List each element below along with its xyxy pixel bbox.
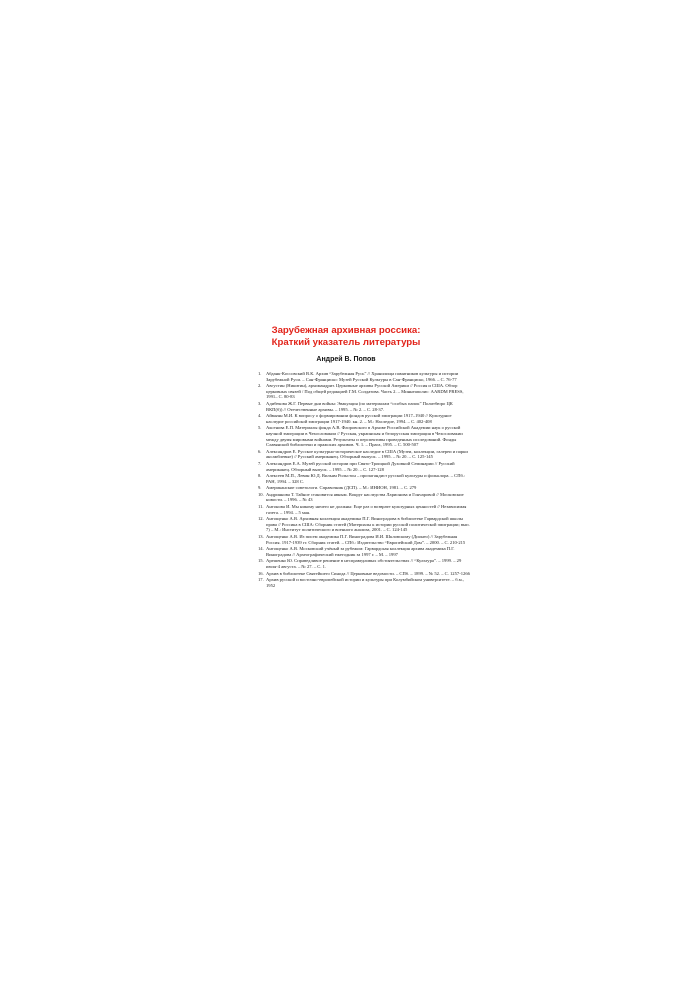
- entry-number: 9.: [258, 485, 262, 491]
- entry-number: 5.: [258, 425, 262, 431]
- bibliography-entry: [258, 504, 470, 515]
- entry-text: Александров Е. Русское культурно-историческое наследие в США (Музеи, коллекции, галереи и парки ансамблевые) // Русский американец. Обзорный выпуск. – 1995. – № 20. – С. 125-145: [266, 448, 468, 460]
- entry-text: Антонова И. Мы никому ничего не должны: Еще раз о возврате культурных ценностей // Независимая газета. – 1994. – 5 мая.: [266, 504, 467, 515]
- entry-number: 1.: [258, 371, 262, 376]
- bibliography-entry: [258, 401, 470, 412]
- bibliography-entry: [258, 473, 470, 484]
- bibliography-entry: [258, 485, 470, 491]
- bibliography-entry: [258, 449, 470, 460]
- entry-number: 10.: [258, 491, 264, 497]
- entry-text: Алексеев М.П., Левин Ю.Д. Вильям Рольстон – пропагандист русской культуры и фольклора. – СПб.: РАН, 1994. – 328 С.: [266, 473, 466, 484]
- bibliography-entry: [258, 425, 470, 447]
- entry-number: 15.: [258, 558, 264, 564]
- entry-text: Архив в библиотеке Святейшего Синода // Церковные ведомости. – СПб. – 1899. – № 52. – С. 1257-1266: [266, 570, 470, 576]
- title-line-2: Краткий указатель литературы: [271, 337, 421, 348]
- bibliography-entry: [258, 516, 470, 533]
- entry-number: 12.: [258, 516, 264, 522]
- entry-number: 2.: [258, 383, 262, 389]
- bibliography-entry: [258, 492, 470, 503]
- entry-number: 14.: [258, 546, 264, 552]
- bibliography-entry: [258, 371, 470, 382]
- entry-text: Августин (Никитин), архимандрит. Церковные архивы Русской Америки // Россия и США. Обзор церковных связей / Под общей редакцией Г.М. Солдатова. Часть 2. – Миннеаполис: AARDM PRESS, 1991– С. 80-83: [266, 383, 464, 400]
- bibliography-entry: [258, 413, 470, 424]
- entry-text: Аксенова Е.П. Материалы фонда А.В. Флоровского в Архиве Российской Академии наук о русской научной эмиграции в Чехословакии // Русская, украинская и белорусская эмиграция в Чехословакии между двумя мировыми войнами. Результаты и перспективы проведенных исследований. Фонды Славянской библиотеки и пражских архивов. Ч. 1. – Прага, 1995. – С. 500-507: [266, 425, 463, 448]
- entry-text: Американские советологи. Справочник (ДСП). – М.: ИНИОН, 1981. – С. 279: [266, 485, 417, 491]
- entry-text: Александров Е.А. Музей русской истории при Свято-Троицкой Духовной Семинарии // Русский американец. Обзорный выпуск. – 1995. – № 20. – С. 127-128: [266, 460, 455, 472]
- entry-number: 4.: [258, 413, 262, 419]
- title-line-1: Зарубежная архивная россика:: [271, 325, 421, 336]
- bibliography-entry: [258, 534, 470, 545]
- entry-text: Айваzян М.И. К вопросу о формировании фондов русской эмиграции 1917–1940 // Культурное наследие российской эмиграции 1917-1940. кн. 2. – М.: Наследие, 1994. – С. 402-408: [266, 413, 452, 424]
- entry-text: Антощенко А.В. Архивная коллекция академика П.Г. Виноградова в библиотеке Гарвардской школы права // Россика в США: Сборник статей (Материалы к истории русской политической эмиграции; вып. 7) – М.: Институт политического и военного анализа, 2001. – С. 124-145: [266, 516, 470, 533]
- entry-text: Адибекова Ж.Г. Первые дни войны: Эвакуация (по материалам “особых папок” Политбюро ЦК ВКП(б)) // Отечественные архивы. – 1995. – № 2. – С. 28-37.: [266, 400, 453, 412]
- entry-number: 17.: [258, 577, 264, 583]
- entry-text: Антощенко А.В. Московский учёный за рубежом: Гарвардская коллекция архива академика П.Г. Виноградова // Археографический ежегодник за 1997 г. – М. – 1997: [266, 546, 455, 557]
- entry-number: 8.: [258, 473, 262, 479]
- entry-text: Арешенко Ю. Справедливое решение в несправедливых обстоятельствах // “Культура”. – 1999. – 29 июля-4 августа. – № 27. – С. 1.: [266, 558, 462, 569]
- bibliography-entry: [258, 546, 470, 557]
- entry-text: Абданк-Коссовский В.К. Архив “Зарубежная Русь” // Хранилища памятников культуры и истории Зарубежной Руси. – Сан-Франциско: Музей Русской Культуры в Сан-Франциско, 1966. – С. 76-77: [266, 371, 459, 382]
- entry-text: Антощенко А.В. Из писем академика П.Г. Виноградова И.И. Шкловскому (Дионео) // Зарубежная Россия. 1917-1939 гг. Сборник статей. – СПб.: Издательство “Европейский Дом”. – 2000. – С. 210-215: [266, 534, 466, 545]
- document-title: [240, 325, 452, 349]
- entry-number: 13.: [258, 534, 264, 540]
- bibliography-list: [258, 371, 470, 589]
- bibliography-entry: [258, 383, 470, 400]
- entry-text: Архив русской и восточно-европейской истории и культуры при Колумбийском университете. – б.м., 1952: [266, 577, 464, 588]
- bibliography-entry: [258, 571, 470, 577]
- entry-number: 16.: [258, 570, 264, 576]
- entry-number: 3.: [258, 400, 262, 406]
- entry-number: 7.: [258, 460, 262, 466]
- entry-text: Андриянова Т. Тайное становится явным. Вокруг наследства Ларионова и Гончаровой // Московские новости. – 1996. – № 43: [266, 491, 464, 503]
- entry-number: 11.: [258, 504, 264, 510]
- entry-number: 6.: [258, 448, 262, 454]
- author-name: Андрей В. Попов: [316, 356, 376, 363]
- bibliography-entry: [258, 461, 470, 472]
- bibliography-entry: [258, 558, 470, 569]
- bibliography-entry: [258, 577, 470, 588]
